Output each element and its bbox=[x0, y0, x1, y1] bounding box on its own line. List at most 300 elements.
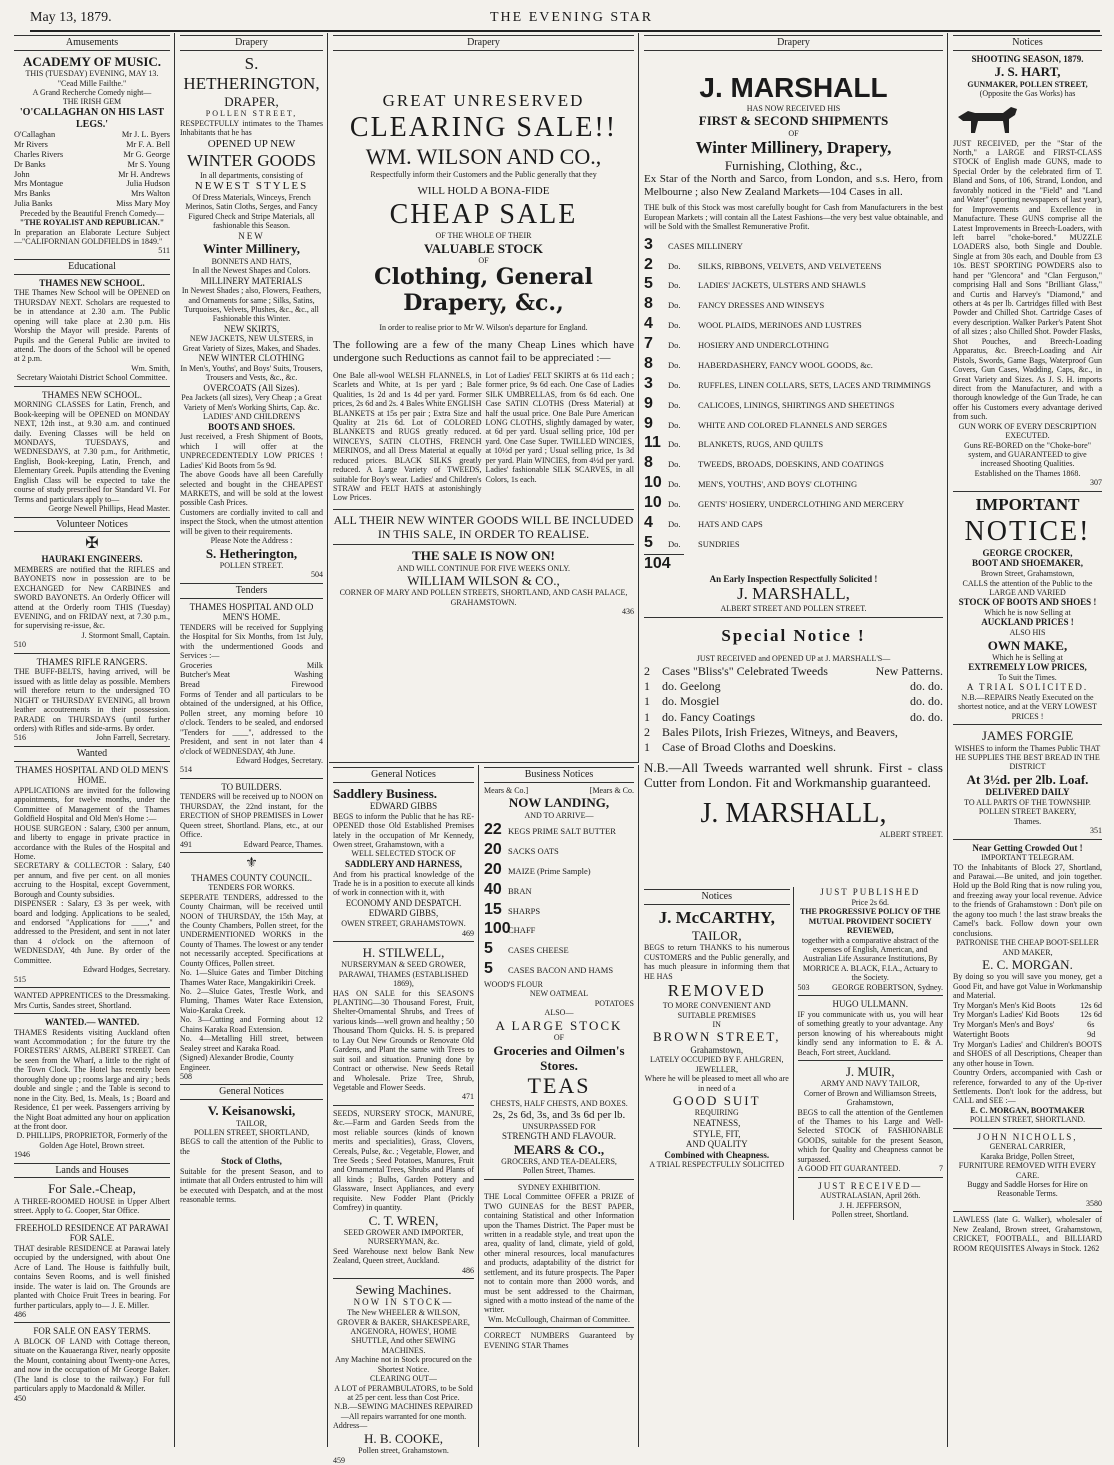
cast-row bbox=[14, 130, 170, 140]
county-num: 508 bbox=[180, 1071, 192, 1081]
marshall-case-desc: RUFFLES, LINEN COLLARS, SETS, LACES AND TRIMMINGS bbox=[698, 379, 931, 390]
tender-hosp-text: TENDERS will be received for Supplying the Hospital for Six Months, from 1st July, with the undermentioned Goods and Services :— bbox=[180, 622, 323, 661]
gibbs-ad bbox=[333, 786, 474, 938]
mears-goods-row bbox=[484, 920, 634, 939]
marshall-early: An Early Inspection Respectfully Solicited ! bbox=[709, 573, 878, 584]
gibbs-saddlery: Saddlery Business. bbox=[333, 785, 438, 801]
stilwell-name: H. STILWELL, bbox=[362, 944, 445, 960]
for-sale-ad bbox=[14, 1181, 170, 1215]
marshall-case-row bbox=[644, 454, 943, 473]
marshall-case-qty: 9 bbox=[644, 394, 653, 412]
mears-goods-qty: 22 bbox=[484, 821, 502, 838]
mears-pollen: Pollen Street, Thames. bbox=[522, 1166, 596, 1176]
wilson-great: GREAT UNRESERVED bbox=[382, 90, 585, 110]
jr-title: JUST RECEIVED— bbox=[818, 1180, 923, 1191]
marshall-of: OF bbox=[788, 128, 799, 138]
marshall-case-qty: 2 bbox=[644, 255, 653, 273]
marshall-case-do: Do. bbox=[668, 459, 681, 470]
morgan-telegram-text: TO the Inhabitants of Block 27, Shortland, and Parawai.—Be united, and join together. Hold up the Bold Ring that is now ruling you, and freezing away your local revenue. Advice to the friends of Grahamstown : Don't pile on the agony too much ! the last straw breaks the Camel's back. Follow down your own conclusions. bbox=[953, 862, 1102, 938]
forgie-ad bbox=[953, 728, 1102, 835]
academy-date: THIS (TUESDAY) EVENING, MAY 13. bbox=[25, 69, 159, 79]
tender-goods-item: Bread bbox=[180, 680, 200, 690]
morgan-ad bbox=[953, 843, 1102, 1125]
hospital-num: 515 bbox=[14, 974, 26, 984]
county-works-list bbox=[180, 968, 323, 1053]
crocker-name: GEORGE CROCKER, bbox=[982, 547, 1073, 558]
morgan-item-price: 12s 6d bbox=[1080, 1000, 1102, 1010]
mccarthy-trial: A TRIAL RESPECTFULLY SOLICITED bbox=[649, 1160, 785, 1170]
academy-comedy: "THE ROYALIST AND REPUBLICAN." bbox=[19, 218, 165, 228]
morgan-text3: Country Orders, accompanied with Cash or reference, forwarded to any of the Up-river Settlements. Don't look for the address, but CALL and SEE :— bbox=[953, 1068, 1102, 1106]
heth-note: Please Note the Address : bbox=[210, 536, 293, 546]
masthead bbox=[30, 8, 1100, 32]
hart-ad bbox=[953, 54, 1102, 488]
hart-num: 307 bbox=[1090, 478, 1102, 488]
crocker-ad bbox=[953, 495, 1102, 721]
heth-depts: In all departments, consisting of bbox=[200, 170, 303, 180]
mears-goods-qty: 20 bbox=[484, 860, 502, 878]
marshall-case-row bbox=[644, 474, 943, 493]
morgan-text: By doing so you will save you money, get a Good Fit, and have got Value in Workmanship and Material. bbox=[953, 972, 1102, 1001]
wilson-cheap: CHEAP SALE bbox=[389, 199, 578, 231]
for-sale-text: A THREE-ROOMED HOUSE in Upper Albert street. Apply to G. Cooper, Star Office. bbox=[14, 1196, 170, 1216]
published-num: 503 bbox=[797, 982, 810, 992]
morgan-item-row bbox=[953, 1010, 1102, 1020]
cast-row bbox=[14, 179, 170, 189]
wilson-order: In order to realise prior to Mr W. Wilson's departure for England. bbox=[379, 323, 588, 333]
marshall-tweed-qty: 2 bbox=[644, 664, 650, 679]
stilwell-sub: NURSERYMAN & SEED GROWER, bbox=[341, 960, 466, 970]
cast-list bbox=[14, 130, 170, 208]
marshall-tweed-row bbox=[644, 725, 943, 739]
marshall-case-qty: 8 bbox=[644, 454, 653, 472]
mears-goods-desc: BRAN bbox=[508, 885, 532, 896]
hart-text: JUST RECEIVED, per the "Star of the North," a LARGE and FIRST-CLASS STOCK of English made GUNS, made to Special Order by the celebrated firm of T. Bland and Sons, of 106, Strand, London, and favorably noticed in the "Field" and "Land and Water" (sporting newspapers of last year), for Improvements and Excellence in Manufacture. These GUNS comprise all the Latest Improvements in Breech-Loaders, with left barrel "choke-bored." MUZZLE LOADERS also, both Single and Double. Single at from 30s each, and Double from £3 10s. BEST SPORTING POWDERS also to hand per "Glencora" and "Clan Ferguson," comprising Hall and Sons "Brilliant Glass," and Curtis and Harvey's "Diamond," and others at 4s per lb. Cartridges filled with Best Powder and Chilled Shot. Cartridge Cases of every description. Walker Parker's Patent Shot of all sizes ; also Chilled Shot. Powder Flasks, Shot Pouches, and Breech-Loading Apparatus, &c. Breech-Loading and Air Pistols, Swords, Game Bags, Waterproof Gun Covers, Gun Cases, Wadding, Caps, &c., in Great Variety and Sizes. As J. S. H. imports direct from the Manufacturer, and with a thorough knowledge of the Gun Trade, he can offer his Customers every advantage derived from such. bbox=[953, 138, 1102, 422]
hart-shooting: SHOOTING SEASON, 1879. bbox=[971, 53, 1084, 64]
marshall-case-qty: 3 bbox=[644, 374, 653, 392]
gibbs-addr: OWEN STREET, GRAHAMSTOWN. bbox=[341, 919, 466, 929]
crocker-low: EXTREMELY LOW PRICES, bbox=[968, 662, 1087, 673]
builders-sig: Edward Pearce, Thames. bbox=[243, 839, 323, 849]
morgan-item-desc: Try Morgan's Men's Kid Boots bbox=[953, 1000, 1056, 1010]
marshall-case-desc: BLANKETS, RUGS, AND QUILTS bbox=[698, 439, 824, 450]
mears-woods: WOOD'S FLOUR bbox=[484, 980, 543, 989]
morgan-items-list bbox=[953, 1001, 1102, 1040]
marshall-case-do: Do. bbox=[668, 320, 681, 331]
section-header-general-3: General Notices bbox=[333, 767, 474, 783]
mccarthy-removed: REMOVED bbox=[667, 981, 766, 1001]
academy-gem: THE IRISH GEM bbox=[62, 97, 122, 107]
heth-name2: S. Hetherington, bbox=[205, 545, 298, 561]
nicholls-bridge: Karaka Bridge, Pollen Street, bbox=[980, 1151, 1075, 1161]
section-header-drapery-3: Drapery bbox=[333, 35, 634, 51]
sydney-title: SYDNEY EXHIBITION. bbox=[517, 1182, 601, 1192]
mears-goods-row bbox=[484, 881, 634, 900]
gibbs-sig: EDWARD GIBBS, bbox=[368, 908, 439, 919]
mears-goods-desc: CHAFF bbox=[508, 925, 536, 936]
morgan-name: E. C. MORGAN. bbox=[982, 956, 1073, 972]
builders-num: 491 bbox=[180, 839, 192, 849]
easy-num: 450 bbox=[14, 1393, 26, 1403]
crocker-own: OWN MAKE, bbox=[987, 637, 1068, 653]
forgie-num: 351 bbox=[1090, 826, 1102, 836]
marshall-albert2: ALBERT STREET. bbox=[879, 829, 943, 839]
marshall-case-row bbox=[644, 534, 943, 553]
crocker-repairs: N.B.—REPAIRS Neatly Executed on the shortest notice, and at the VERY LOWEST PRICES ! bbox=[958, 692, 1097, 721]
academy-ad bbox=[14, 54, 170, 256]
heth-addr: POLLEN STREET, bbox=[205, 109, 298, 119]
marshall-ad bbox=[644, 71, 943, 839]
forgie-bakery: POLLEN STREET BAKERY, bbox=[978, 807, 1077, 817]
marshall-winter: Winter Millinery, Drapery, bbox=[695, 138, 892, 158]
mccarthy-brown: BROWN STREET, bbox=[652, 1029, 781, 1045]
tender-goods-row bbox=[180, 661, 323, 671]
hospital-surgeon: HOUSE SURGEON : Salary, £300 per annum, and liberty to engage in private practice in accordance with the Rules of the Hospital and Home. bbox=[14, 823, 170, 861]
heth-ladies: LADIES' AND CHILDREN'S bbox=[202, 412, 301, 422]
marshall-tweeds-list bbox=[644, 664, 943, 754]
marshall-special: Special Notice ! bbox=[721, 625, 866, 645]
marshall-case-qty: 4 bbox=[644, 315, 653, 333]
masthead-title: THE EVENING STAR bbox=[490, 10, 654, 25]
wren-name: C. T. WREN, bbox=[368, 1212, 439, 1228]
section-header-notices-5: Notices bbox=[953, 35, 1102, 51]
mears-goods-desc: SHARPS bbox=[508, 905, 541, 916]
academy-play: 'O'CALLAGHAN ON HIS LAST LEGS.' bbox=[19, 106, 165, 130]
marshall-just: JUST RECEIVED and OPENED UP at J. MARSHALL'S— bbox=[696, 653, 891, 663]
wilson-text: Respectfully inform their Customers and the Public generally that they bbox=[370, 169, 597, 179]
cast-actor: Mr H. Andrews bbox=[118, 169, 170, 179]
mears-landing: NOW LANDING, bbox=[508, 795, 610, 811]
cast-actor: Mr G. George bbox=[123, 150, 170, 160]
school2-title: THAMES NEW SCHOOL. bbox=[41, 389, 143, 400]
crocker-suit: To Suit the Times. bbox=[998, 672, 1057, 682]
school-sig: Wm. Smith, bbox=[131, 363, 170, 373]
seeds-text: SEEDS, NURSERY STOCK, MANURE, &c.—Farm and Garden Seeds from the most reliable sources (kinds of known merits and specialities), Grass, Clovers, Cereals, Pulse, &c. ; Vegetable, Flower, and Tree Seeds ; Seed Potatoes, Manures, Fruit and Ornamental Trees, Shrubs and Plants of all kinds ; Bulbs, Garden Pottery and Glassware, Insect Appliances, and every requisite. New Fodder Plant (Prickly Comfrey) in quantity. bbox=[333, 1108, 474, 1213]
marshall-case-row bbox=[644, 315, 943, 334]
marshall-case-qty: 10 bbox=[644, 474, 662, 492]
hart-gunwork: GUN WORK OF EVERY DESCRIPTION EXECUTED. bbox=[958, 421, 1097, 441]
mears-goods-qty: 5 bbox=[484, 940, 493, 958]
crocker-boot: BOOT AND SHOEMAKER, bbox=[971, 558, 1084, 569]
crocker-notice: NOTICE! bbox=[964, 515, 1091, 547]
county-sig: (Signed) Alexander Brodie, County Engineer. bbox=[180, 1053, 294, 1072]
section-header-business: Business Notices bbox=[484, 767, 634, 783]
marshall-case-row bbox=[644, 295, 943, 314]
cast-row bbox=[14, 170, 170, 180]
marshall-case-desc: WHITE AND COLORED FLANNELS AND SERGES bbox=[698, 419, 888, 430]
sewing-title: Sewing Machines. bbox=[355, 1282, 452, 1298]
mccarthy-style: STYLE, FIT, bbox=[692, 1128, 741, 1139]
column-4 bbox=[640, 33, 948, 1447]
mears-strength: STRENGTH AND FLAVOUR. bbox=[501, 1130, 617, 1141]
crocker-important: IMPORTANT bbox=[975, 494, 1080, 514]
sydney-sig: Wm. McCullough, Chairman of Committee. bbox=[488, 1314, 630, 1324]
muir-num: 7 bbox=[939, 1164, 943, 1174]
hauraki-title: HAURAKI ENGINEERS. bbox=[41, 554, 143, 565]
heth-title: S. HETHERINGTON, bbox=[183, 53, 320, 93]
gibbs-text: BEGS to inform the Public that he has RE-OPENED those Old Established Premises lately in the occupation of Mr Kennedy, Owen street, Grahamstown, with a bbox=[333, 811, 474, 850]
column-3 bbox=[329, 33, 639, 763]
marshall-case-do: Do. bbox=[668, 359, 681, 370]
keisanowski-ad bbox=[180, 1103, 323, 1204]
marshall-case-row bbox=[644, 415, 943, 434]
mears-goods-qty: 20 bbox=[484, 840, 502, 858]
cast-row bbox=[14, 150, 170, 160]
lawless-text: LAWLESS (late G. Walker), wholesaler of New Zealand, Brown street, Grahamstown, CRICKET, FOOTBALL, and BILLIARD ROOM REQUISITES Always in Stock. bbox=[953, 1215, 1102, 1253]
rangers-title: THAMES RIFLE RANGERS. bbox=[36, 656, 148, 667]
marshall-case-qty: 8 bbox=[644, 295, 653, 313]
tender-goods-row bbox=[180, 680, 323, 690]
crocker-also: ALSO HIS bbox=[1009, 628, 1046, 638]
keis-text2: Suitable for the present Season, and to intimate that all Orders entrusted to him will be executed with Despatch, and at the most reasonable terms. bbox=[180, 1166, 323, 1205]
wilson-all-their: ALL THEIR NEW WINTER GOODS WILL BE INCLUDED IN THIS SALE, IN ORDER TO REALISE. bbox=[333, 512, 634, 542]
mccarthy-in: IN bbox=[712, 1020, 721, 1030]
published-text: together with a comparative abstract of the expenses of English, American, and Australian Life Assurance Institutions, By MORRICE A. BLACK, F.I.A., Actuary to the Society. bbox=[801, 935, 939, 983]
cast-role: O'Callaghan bbox=[14, 130, 56, 140]
keis-stock: Stock of Cloths, bbox=[221, 1156, 282, 1167]
heth-materials: MILLINERY MATERIALS bbox=[200, 275, 303, 286]
mears-oatmeal: NEW OATMEAL bbox=[529, 989, 589, 999]
mears-large: A LARGE STOCK bbox=[495, 1017, 623, 1033]
marshall-case-row bbox=[644, 275, 943, 294]
apprentices-ad: WANTED APPRENTICES to the Dressmaking. Mrs Curtis, Sandes street, Shortland. bbox=[14, 991, 170, 1010]
sewing-clear: CLEARING OUT— bbox=[370, 1374, 437, 1384]
school-title: THAMES NEW SCHOOL. bbox=[39, 277, 145, 288]
marshall-case-do: Do. bbox=[668, 439, 681, 450]
mccarthy-grahamstown: Grahamstown, bbox=[690, 1044, 744, 1055]
freehold-title: FREEHOLD RESIDENCE AT PARAWAI FOR SALE. bbox=[15, 1222, 169, 1244]
foresters-ad bbox=[14, 1017, 170, 1160]
morgan-telegram: IMPORTANT TELEGRAM. bbox=[981, 853, 1074, 863]
wilson-continue: AND WILL CONTINUE FOR FIVE WEEKS ONLY. bbox=[397, 563, 570, 573]
heth-invite: Customers are cordially invited to call and inspect the Stock, when the utmost attention will be given to their requirements. bbox=[180, 507, 323, 536]
marshall-case-qty: 4 bbox=[644, 513, 653, 531]
mears-potatoes: POTATOES bbox=[594, 998, 634, 1008]
builders-ad bbox=[180, 782, 323, 849]
marshall-albert: ALBERT STREET AND POLLEN STREET. bbox=[720, 604, 867, 614]
marshall-case-desc: HOSIERY AND UNDERCLOTHING bbox=[698, 340, 829, 351]
marshall-case-do: Do. bbox=[668, 518, 681, 529]
sewing-text: The New WHEELER & WILSON, GROVER & BAKER, SHAKESPEARE, ANGENORA, HOWES', HOME SHUTTLE, And other SEWING MACHINES. bbox=[337, 1308, 470, 1355]
mccarthy-text: BEGS to return THANKS to his numerous CUSTOMERS and the Public generally, and has much pleasure in informing them that HE HAS bbox=[644, 943, 790, 981]
mears-also: ALSO— bbox=[544, 1008, 574, 1018]
cast-actor: Mr S. Young bbox=[127, 159, 170, 169]
correct-numbers: CORRECT NUMBERS Guaranteed by EVENING STAR Thames bbox=[484, 1331, 634, 1350]
marshall-tweed-desc: Bales Pilots, Irish Friezes, Witneys, and Beavers, bbox=[662, 724, 898, 739]
cast-role: Julia Banks bbox=[14, 198, 53, 208]
wilson-following: The following are a few of the many Cheap Lines which have undergone such Reductions as cannot fail to be appreciated :— bbox=[333, 338, 634, 364]
jr-jefferson: J. H. JEFFERSON, bbox=[839, 1200, 902, 1210]
marshall-case-row bbox=[644, 335, 943, 354]
mccarthy-suit: GOOD SUIT bbox=[672, 1093, 761, 1109]
tender-hospital-ad bbox=[180, 602, 323, 775]
marshall-name2: J. MARSHALL, bbox=[737, 584, 850, 604]
published-publisher: GEORGE ROBERTSON, Sydney. bbox=[831, 982, 943, 992]
tender-hosp-sig: Edward Hodges, Secretary. bbox=[235, 756, 323, 765]
marshall-case-do: Do. bbox=[668, 300, 681, 311]
heth-winter: WINTER GOODS bbox=[187, 150, 316, 170]
county-sub: TENDERS FOR WORKS. bbox=[208, 883, 295, 893]
nicholls-furniture: FURNITURE REMOVED WITH EVERY CARE. bbox=[958, 1161, 1097, 1180]
marshall-case-desc: FANCY DRESSES AND WINSEYS bbox=[698, 300, 825, 311]
county-title: THAMES COUNTY COUNCIL. bbox=[191, 872, 312, 883]
crocker-trial: A TRIAL SOLICITED. bbox=[966, 682, 1089, 693]
marshall-case-desc: CASES MILLINERY bbox=[668, 240, 743, 251]
lawless-num: 1262 bbox=[1083, 1243, 1100, 1253]
hospital-ad bbox=[14, 765, 170, 984]
marshall-case-qty: 7 bbox=[644, 335, 653, 353]
muir-addr: Corner of Brown and Williamson Streets, Grahamstown, bbox=[803, 1088, 937, 1108]
mccarthy-ad bbox=[644, 887, 794, 1219]
jr-addr: Pollen street, Shortland. bbox=[831, 1210, 909, 1220]
marshall-case-row bbox=[644, 434, 943, 453]
forgie-delivered: DELIVERED DAILY bbox=[985, 787, 1070, 798]
marshall-ex: Ex Star of the North and Sarco, from London, and s.s. Hero, from Melbourne ; also New Zealand Markets—104 Cases in all. bbox=[644, 173, 943, 199]
cast-actor: Mr F. A. Bell bbox=[126, 140, 170, 150]
marshall-case-desc: HABERDASHERY, FANCY WOOL GOODS, &c. bbox=[698, 359, 873, 370]
marshall-case-qty: 5 bbox=[644, 533, 653, 551]
hauraki-sig: J. Stormont Small, Captain. bbox=[81, 630, 170, 640]
mccarthy-convenient: TO MORE CONVENIENT AND SUITABLE PREMISES bbox=[662, 1001, 771, 1020]
published-price: Price 2s 6d. bbox=[851, 897, 890, 907]
marshall-case-qty: 3 bbox=[644, 235, 653, 253]
heth-skirts: NEW SKIRTS, bbox=[223, 323, 280, 334]
morgan-item-price: 6s 9d bbox=[1087, 1020, 1096, 1039]
jr-australasian: AUSTRALASIAN, April 26th. bbox=[820, 1191, 921, 1201]
crocker-stock: STOCK OF BOOTS AND SHOES ! bbox=[958, 597, 1097, 608]
marshall-case-row bbox=[644, 494, 943, 513]
marshall-furnishing: Furnishing, Clothing, &c., bbox=[724, 158, 863, 174]
tender-goods-item: Groceries bbox=[180, 660, 213, 670]
wilson-will-hold: WILL HOLD A BONA-FIDE bbox=[417, 185, 550, 198]
marshall-tweed-row bbox=[644, 679, 943, 693]
crocker-which: Which he is now Selling at bbox=[984, 608, 1071, 618]
mears-goods-list bbox=[484, 821, 634, 979]
cast-role: John bbox=[14, 169, 30, 179]
marshall-case-desc: SUNDRIES bbox=[698, 538, 740, 549]
mears-goods-qty: 5 bbox=[484, 960, 493, 978]
academy-num: 511 bbox=[158, 246, 170, 256]
marshall-tweed-qty: 1 bbox=[644, 694, 650, 709]
forgie-township: TO ALL PARTS OF THE TOWNSHIP. bbox=[964, 797, 1091, 807]
marshall-case-do: Do. bbox=[668, 419, 681, 430]
wren-sub: SEED GROWER AND IMPORTER, NURSERYMAN, &c. bbox=[343, 1227, 464, 1247]
freehold-num: 486 bbox=[14, 1309, 26, 1319]
marshall-case-desc: LADIES' JACKETS, ULSTERS AND SHAWLS bbox=[698, 280, 866, 291]
morgan-text2: Try Morgan's Ladies' and Children's BOOTS and SHOES of all Descriptions, Cheaper than any other house in Town. bbox=[953, 1039, 1102, 1068]
forgie-text: WISHES to inform the Thames Public THAT HE SUPPLIES THE BEST BREAD IN THE DISTRICT bbox=[954, 743, 1101, 772]
wilson-sale-now: THE SALE IS NOW ON! bbox=[412, 548, 555, 564]
nicholls-carrier: GENERAL CARRIER, bbox=[989, 1142, 1066, 1152]
marshall-case-qty: 8 bbox=[644, 354, 653, 372]
cooke-name: H. B. COOKE, bbox=[363, 1430, 444, 1446]
stilwell-text: HAS ON SALE for this SEASON'S PLANTING—30 Thousand Forest, Fruit, Shelter-Ornamental Shrubs, and Trees of various kinds—well grown and healthy ; 50 Thousand Thorn Quicks. H. S. is prepared to Lay Out New Grounds or Renovate Old Gardens, and Plant the same with Trees to suit soil and situation. Pruning done by Contract or otherwise. New Seeds Retail and Wholesale. Prize Tree, Shrub, Vegetable and Flower Seeds. bbox=[333, 988, 474, 1092]
section-header-amusements: Amusements bbox=[14, 35, 170, 51]
tender-goods-item: Butcher's Meat bbox=[180, 670, 231, 680]
academy-desc: A Grand Recherche Comedy night— bbox=[32, 88, 152, 97]
morgan-item-desc: Try Morgan's Ladies' Kid Boots bbox=[953, 1010, 1060, 1020]
mears-arrive: AND TO ARRIVE— bbox=[524, 810, 594, 820]
easy-text: A BLOCK OF LAND with Cottage thereon, situate on the Kauaeranga River, nearly opposite the Mount, containing about Twenty-one Acres, and now in the occupation of Mr George Baker. (The land is close to the railway.) For full particulars apply to Macdonald & Miller. bbox=[14, 1337, 170, 1394]
tender-hosp-text2: Forms of Tender and all particulars to be obtained of the undersigned, at his Office, Pollen street, any morning before 10 o'clock. Tenders to be sealed, and endorsed "Tenders for ____", addressed to the President, and sent in not later than 4 o'clock of WEDNESDAY, 4th June. bbox=[180, 689, 323, 756]
cooke-addr: Pollen street, Grahamstown. bbox=[358, 1446, 449, 1456]
mccarthy-neatness: NEATNESS, bbox=[693, 1117, 741, 1128]
hospital-text: APPLICATIONS are invited for the following appointments, for twelve months, under the Committee of Management of the Thames Goldfield Hospital and Old Men's Home :— bbox=[14, 785, 170, 824]
marshall-case-do: Do. bbox=[668, 260, 681, 271]
column-5 bbox=[949, 33, 1106, 1447]
rangers-num: 516 bbox=[14, 733, 26, 743]
mears-goods-row bbox=[484, 861, 634, 880]
for-sale-title: For Sale.-Cheap, bbox=[48, 1181, 136, 1197]
marshall-case-do: Do. bbox=[668, 280, 681, 291]
heth-num: 504 bbox=[311, 570, 323, 580]
mccarthy-name: J. McCARTHY, bbox=[658, 907, 775, 927]
published-title: JUST PUBLISHED bbox=[820, 887, 921, 898]
forgie-loaf: At 3½d. per 2lb. Loaf. bbox=[966, 771, 1089, 787]
school2-ad bbox=[14, 390, 170, 514]
marshall-tweed-row bbox=[644, 664, 943, 678]
mears-goods-row bbox=[484, 841, 634, 860]
gibbs-text2: And from his practical knowledge of the Trade he is in a position to execute all kinds of work in connection with it, with bbox=[333, 869, 474, 898]
mccarthy-requiring: REQUIRING bbox=[694, 1108, 739, 1118]
forgie-name: JAMES FORGIE bbox=[981, 728, 1074, 744]
marshall-case-qty: 11 bbox=[644, 434, 661, 452]
marshall-case-row bbox=[644, 375, 943, 394]
marshall-case-do: Do. bbox=[668, 340, 681, 351]
mears-goods-desc: MAIZE (Prime Sample) bbox=[508, 865, 591, 876]
section-header-drapery-4: Drapery bbox=[644, 35, 943, 51]
keis-title: V. Keisanowski, bbox=[207, 1103, 296, 1119]
hart-established: Established on the Thames 1868. bbox=[974, 468, 1081, 478]
marshall-case-do: Do. bbox=[668, 499, 681, 510]
nicholls-buggy: Buggy and Saddle Horses for Hire on Reasonable Terms. bbox=[967, 1180, 1088, 1199]
mccarthy-occupied: LATELY OCCUPIED BY F. AHLGREN, JEWELLER, bbox=[649, 1055, 784, 1074]
mears-goods-qty: 15 bbox=[484, 900, 502, 918]
section-header-volunteer: Volunteer Notices bbox=[14, 517, 170, 533]
nicholls-num: 3580 bbox=[1086, 1198, 1102, 1208]
foresters-sig: D. PHILLIPS, PROPRIETOR, Formerly of the Golden Age Hotel, Brown street. bbox=[16, 1131, 168, 1150]
rangers-sig: John Farrell, Secretary. bbox=[95, 733, 170, 743]
mears-goods-row bbox=[484, 940, 634, 959]
mears-unsurpassed: UNSURPASSED FOR bbox=[522, 1121, 596, 1131]
marshall-case-desc: GENTS' HOSIERY, UNDERCLOTHING AND MERCERY bbox=[698, 499, 905, 510]
marshall-nb: N.B.—All Tweeds warranted well shrunk. First - class Cutter from London. Fit and Workmanship guaranteed. bbox=[644, 760, 943, 791]
rangers-ad bbox=[14, 657, 170, 743]
tender-goods-item: Washing bbox=[294, 670, 323, 680]
muir-name: J. MUIR, bbox=[845, 1063, 895, 1079]
gibbs-num: 469 bbox=[462, 928, 474, 938]
sewing-repair: N.B.—SEWING MACHINES REPAIRED —All repairs warranted for one month. bbox=[334, 1402, 473, 1421]
keis-text: BEGS to call the attention of the Public to the bbox=[180, 1137, 323, 1156]
mccarthy-combined: Combined with Cheapness. bbox=[664, 1149, 770, 1160]
right-notices bbox=[798, 887, 944, 1219]
published-policy: THE PROGRESSIVE POLICY OF THE MUTUAL PROVIDENT SOCIETY REVIEWED, bbox=[799, 907, 941, 936]
mears-grocers: GROCERS, AND TEA-DEALERS, bbox=[501, 1156, 617, 1166]
keis-addr: POLLEN STREET, SHORTLAND, bbox=[193, 1127, 310, 1137]
mears-of: OF bbox=[553, 1033, 565, 1043]
mears-ad bbox=[484, 786, 634, 1176]
mears-prices: 2s, 2s 6d, 3s, and 3s 6d per lb. bbox=[492, 1108, 626, 1121]
hart-name: J. S. HART, bbox=[994, 64, 1061, 80]
mears-goods-row bbox=[484, 821, 634, 840]
mears-chests: CHESTS, HALF CHESTS, AND BOXES. bbox=[490, 1099, 628, 1109]
hetherington-ad bbox=[180, 54, 323, 580]
hart-gunmaker: GUNMAKER, POLLEN STREET, bbox=[967, 79, 1088, 89]
heth-millinery: Winter Millinery, bbox=[202, 241, 300, 257]
wilson-lines-right: Lot of Ladies' FELT SKIRTS at 6s 11d each ; former price, 9s 6d each. One Case of Ladies SILK UMBRELLAS, from 6s 6d each. One Case SATIN CLOTHS (Dress Material) at half the usual price. One Bale Pure American LONG CLOTHS, slightly damaged by water, at 6d per yard. Usual selling price, 10d per yard. One Case Super. TWILLED WINCIES, at 10½d per yard ; Usual selling price, 1s 3d per yard. Plain WINCIES, from 4½d per yard. Ladies' fashionable SILK SCARVES, in all Colors, 1s each. bbox=[485, 370, 634, 484]
mears-goods-desc: CASES CHEESE bbox=[508, 945, 569, 956]
keis-sub: TAILOR, bbox=[236, 1118, 267, 1128]
